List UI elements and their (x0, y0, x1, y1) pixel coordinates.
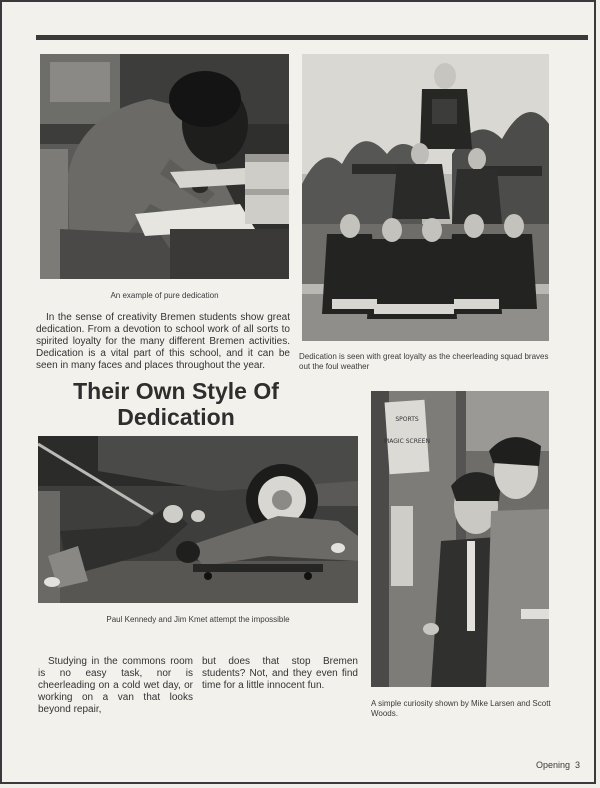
poster-sign-sports: SPORTS (395, 416, 419, 423)
photo-mechanics (38, 436, 358, 603)
caption-student: An example of pure dedication (110, 291, 219, 300)
page-headline (38, 378, 314, 430)
footer-section: Opening (535, 760, 570, 770)
caption-cheerleaders: Dedication is seen with great loyalty as the cheerleading squad braves out the foul weather (299, 352, 549, 371)
caption-mechanics: Paul Kennedy and Jim Kmet attempt the impossible (106, 615, 290, 624)
photo-cheerleaders (302, 54, 549, 341)
story-column-1: Studying in the commons room is no easy task, nor is cheerleading on a cold wet day, or working on a van that looks beyond repair, (38, 656, 193, 715)
page-footer (536, 760, 580, 770)
caption-poster: A simple curiosity shown by Mike Larsen and Scott Woods. (371, 699, 551, 718)
intro-text: In the sense of creativity Bremen students show great dedication. From a devotion to school work of all sorts to spirited loyalty for the many different Bremen activities. Dedication is a vital part of this school, and it can be seen in many faces and places throughout the year. (36, 312, 290, 371)
headline-line-1: Their Own Style Of (73, 378, 279, 404)
headline-line-2: Dedication (117, 404, 235, 430)
page-number: 3 (574, 760, 580, 770)
photo-student-desk (40, 54, 289, 279)
photo-poster (371, 391, 549, 687)
poster-sign-magic-screen: MAGIC SCREEN (384, 438, 430, 445)
top-rule (36, 35, 588, 40)
story-column-2: but does that stop Bremen students? Not, and they even find time for a little innocent fun. (202, 656, 358, 691)
